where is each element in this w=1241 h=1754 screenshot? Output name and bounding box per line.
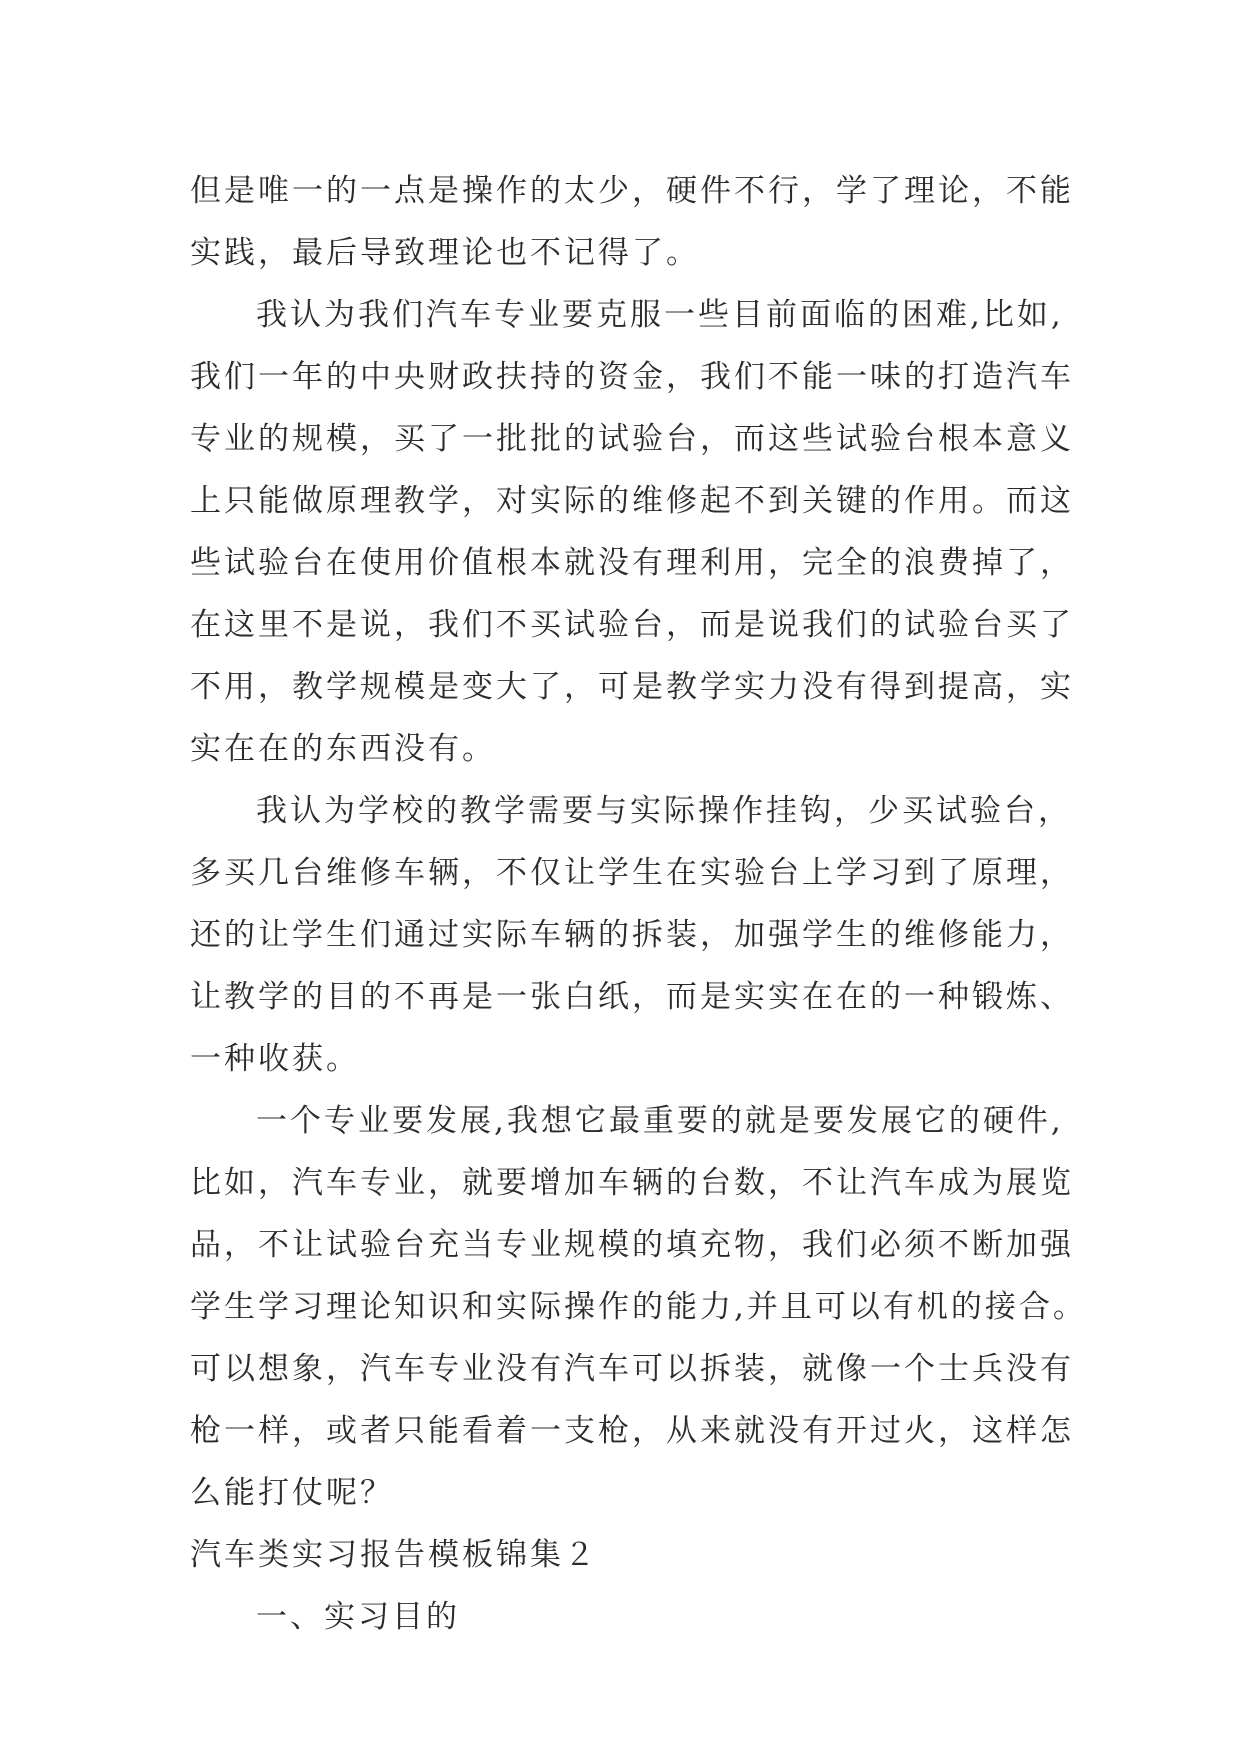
text-line: 学生学习理论知识和实际操作的能力,并且可以有机的接合。 — [190, 1289, 1087, 1325]
text-line: 实在在的东西没有。 — [190, 731, 496, 767]
heading-text: 汽车类实习报告模板锦集２ — [190, 1537, 598, 1573]
subsection-heading — [190, 1586, 1050, 1648]
text-line: 上只能做原理教学，对实际的维修起不到关键的作用。而这 — [190, 483, 1074, 519]
paragraph — [190, 284, 1074, 780]
text-line: 我认为学校的教学需要与实际操作挂钩，少买试验台， — [256, 793, 1072, 829]
document-body — [190, 160, 1087, 1648]
paragraph — [190, 1090, 1087, 1524]
text-line: 可以想象，汽车专业没有汽车可以拆装，就像一个士兵没有 — [190, 1351, 1074, 1387]
text-line: 一个专业要发展,我想它最重要的就是要发展它的硬件, — [256, 1103, 1064, 1139]
text-line: 不用，教学规模是变大了，可是教学实力没有得到提高，实 — [190, 669, 1074, 705]
text-line: 品，不让试验台充当专业规模的填充物，我们必须不断加强 — [190, 1227, 1074, 1263]
text-line: 还的让学生们通过实际车辆的拆装，加强学生的维修能力， — [190, 917, 1074, 953]
text-line: 枪一样，或者只能看着一支枪，从来就没有开过火，这样怎 — [190, 1413, 1074, 1449]
text-line: 专业的规模，买了一批批的试验台，而这些试验台根本意义 — [190, 421, 1074, 457]
text-line: 在这里不是说，我们不买试验台，而是说我们的试验台买了 — [190, 607, 1074, 643]
text-line: 比如，汽车专业，就要增加车辆的台数，不让汽车成为展览 — [190, 1165, 1074, 1201]
paragraph — [190, 780, 1074, 1090]
text-line: 么能打仗呢？ — [190, 1475, 394, 1511]
section-heading — [190, 1524, 1050, 1586]
text-line: 实践，最后导致理论也不记得了。 — [190, 235, 700, 271]
text-line: 一种收获。 — [190, 1041, 360, 1077]
text-line: 我们一年的中央财政扶持的资金，我们不能一味的打造汽车 — [190, 359, 1074, 395]
text-line: 让教学的目的不再是一张白纸，而是实实在在的一种锻炼、 — [190, 979, 1074, 1015]
text-line: 多买几台维修车辆，不仅让学生在实验台上学习到了原理， — [190, 855, 1074, 891]
paragraph — [190, 160, 1074, 284]
text-line: 些试验台在使用价值根本就没有理利用，完全的浪费掉了， — [190, 545, 1074, 581]
text-line: 但是唯一的一点是操作的太少，硬件不行，学了理论，不能 — [190, 173, 1074, 209]
text-line: 我认为我们汽车专业要克服一些目前面临的困难,比如, — [256, 297, 1064, 333]
heading-text: 一、实习目的 — [256, 1599, 460, 1635]
